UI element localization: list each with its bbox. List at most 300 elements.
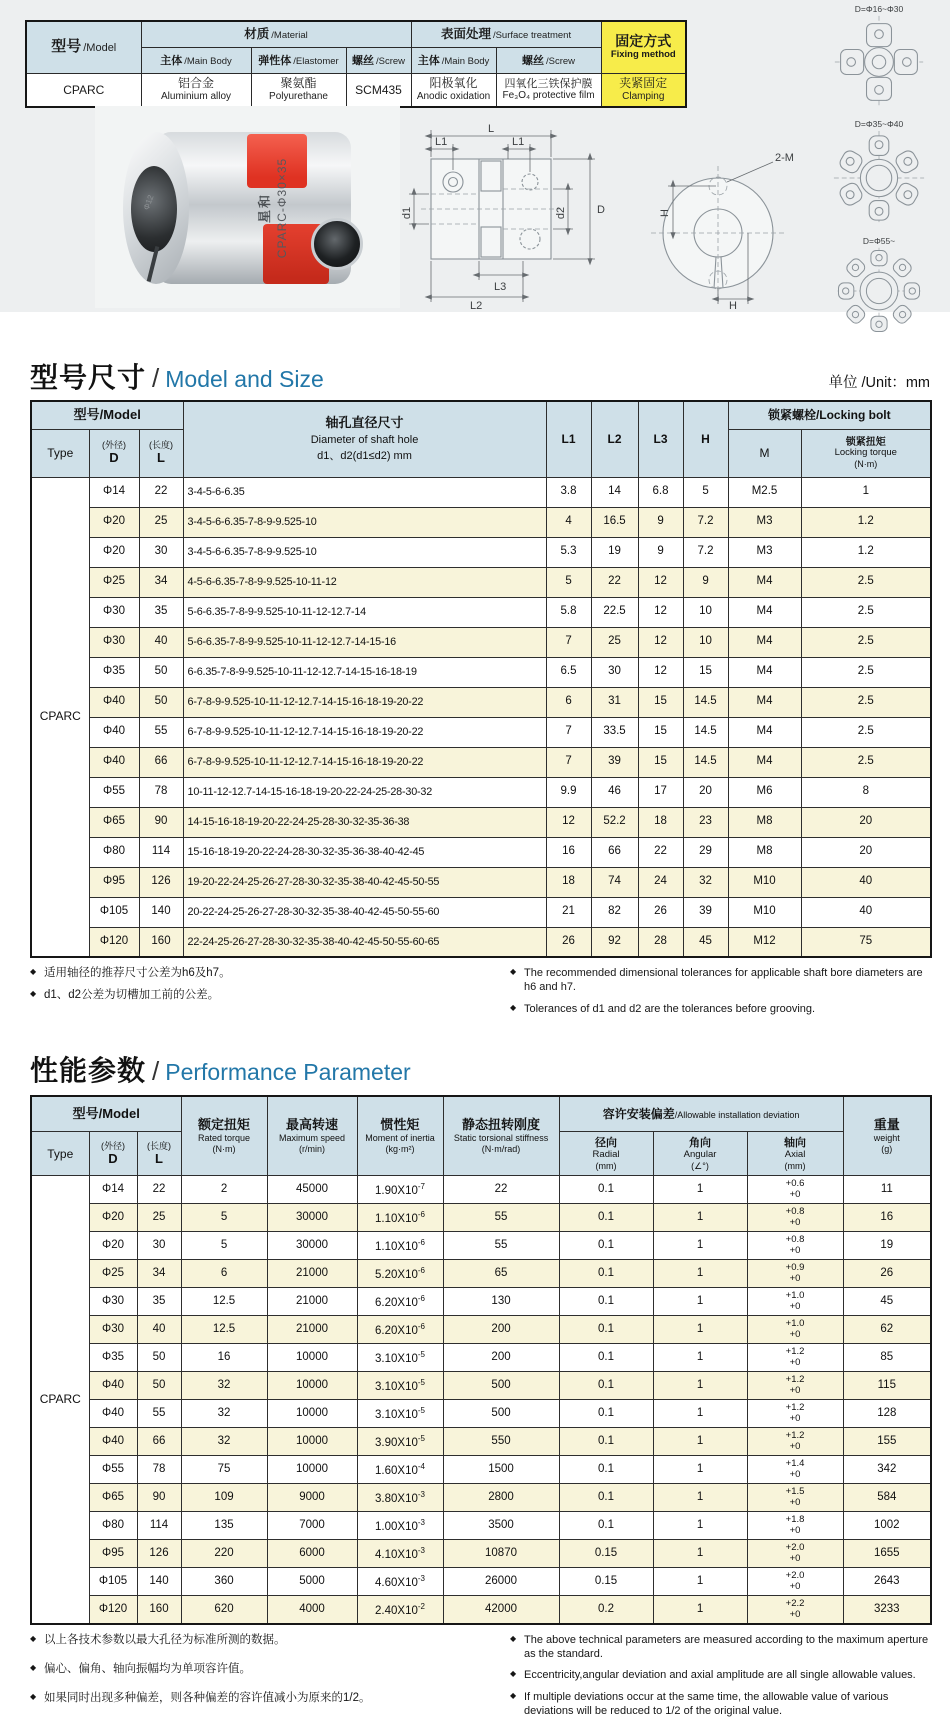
cell-angular: 1 bbox=[653, 1512, 747, 1540]
note-item: ◆ Eccentricity,angular deviation and axial amplitude are all single allowable values. bbox=[510, 1668, 930, 1682]
cell-M: M10 bbox=[728, 897, 801, 927]
cell-L3: 18 bbox=[638, 807, 683, 837]
cell-outer-diameter: Φ40 bbox=[89, 1372, 137, 1400]
spec-header-material: 材质 /Material bbox=[141, 21, 411, 47]
cell-H: 29 bbox=[683, 837, 728, 867]
jaw-label-2: D=Φ35~Φ40 bbox=[854, 119, 904, 129]
spec-screw-value: SCM435 bbox=[346, 73, 411, 107]
cell-outer-diameter: Φ95 bbox=[89, 867, 139, 897]
cell-L1: 4 bbox=[546, 507, 591, 537]
cell-angular: 1 bbox=[653, 1316, 747, 1344]
cell-shaft-holes: 6-7-8-9-9.525-10-11-12-12.7-14-15-16-18-19-20-22 bbox=[183, 687, 546, 717]
cell-length: 90 bbox=[139, 807, 183, 837]
cell-stiffness: 130 bbox=[443, 1288, 559, 1316]
cell-radial: 0.1 bbox=[559, 1400, 653, 1428]
spec-surface-screw-value: 四氧化三铁保护膜 Fe₃O₄ protective film bbox=[496, 73, 601, 107]
cell-angular: 1 bbox=[653, 1344, 747, 1372]
cell-length: 55 bbox=[137, 1400, 181, 1428]
note-item: ◆ 偏心、偏角、轴向振幅均为单项容许值。 bbox=[30, 1662, 510, 1677]
note-item: ◆ The recommended dimensional tolerances for applicable shaft bore diameters are h6 and h7. bbox=[510, 966, 930, 995]
cell-L3: 9 bbox=[638, 537, 683, 567]
cell-M: M2.5 bbox=[728, 477, 801, 507]
cell-rated-torque: 620 bbox=[181, 1596, 267, 1624]
coupling-bore bbox=[131, 166, 177, 252]
cell-stiffness: 55 bbox=[443, 1204, 559, 1232]
cell-locking-torque: 40 bbox=[801, 897, 931, 927]
cell-shaft-holes: 22-24-25-26-27-28-30-32-35-38-40-42-45-50-55-60-65 bbox=[183, 927, 546, 957]
cell-rated-torque: 135 bbox=[181, 1512, 267, 1540]
size-table-row bbox=[31, 507, 931, 537]
cell-weight: 45 bbox=[843, 1288, 931, 1316]
cell-stiffness: 42000 bbox=[443, 1596, 559, 1624]
cell-outer-diameter: Φ40 bbox=[89, 1400, 137, 1428]
cell-rated-torque: 2 bbox=[181, 1176, 267, 1204]
cell-shaft-holes: 19-20-22-24-25-26-27-28-30-32-35-38-40-42-45-50-55 bbox=[183, 867, 546, 897]
cell-L1: 6.5 bbox=[546, 657, 591, 687]
cell-outer-diameter: Φ40 bbox=[89, 1428, 137, 1456]
cell-shaft-holes: 20-22-24-25-26-27-28-30-32-35-38-40-42-45-50-55-60 bbox=[183, 897, 546, 927]
cell-stiffness: 22 bbox=[443, 1176, 559, 1204]
cell-rated-torque: 12.5 bbox=[181, 1316, 267, 1344]
cell-outer-diameter: Φ30 bbox=[89, 597, 139, 627]
cell-L2: 66 bbox=[591, 837, 638, 867]
cell-inertia: $6.20X10^{-6}$ bbox=[357, 1288, 443, 1316]
cell-L1: 7 bbox=[546, 747, 591, 777]
note-item: ◆ 如果同时出现多种偏差，则各种偏差的容许值减小为原来的1/2。 bbox=[30, 1691, 510, 1706]
cell-length: 40 bbox=[137, 1316, 181, 1344]
cell-outer-diameter: Φ40 bbox=[89, 687, 139, 717]
cell-axial: +1.8 +0 bbox=[747, 1512, 843, 1540]
cell-angular: 1 bbox=[653, 1484, 747, 1512]
perf-header-L: (长度) L bbox=[137, 1132, 181, 1176]
size-table-body bbox=[31, 477, 931, 957]
cell-locking-torque: 2.5 bbox=[801, 597, 931, 627]
cell-radial: 0.1 bbox=[559, 1456, 653, 1484]
cell-max-speed: 6000 bbox=[267, 1540, 357, 1568]
spec-table bbox=[25, 20, 687, 108]
perf-table-row bbox=[31, 1232, 931, 1260]
cell-angular: 1 bbox=[653, 1232, 747, 1260]
cell-locking-torque: 2.5 bbox=[801, 567, 931, 597]
cell-angular: 1 bbox=[653, 1596, 747, 1624]
cell-M: M8 bbox=[728, 807, 801, 837]
cell-radial: 0.1 bbox=[559, 1372, 653, 1400]
size-section-header bbox=[30, 348, 930, 396]
cell-shaft-holes: 3-4-5-6-6.35-7-8-9-9.525-10 bbox=[183, 537, 546, 567]
perf-header-weight: 重量 weight (g) bbox=[843, 1096, 931, 1176]
cell-L2: 33.5 bbox=[591, 717, 638, 747]
cell-locking-torque: 2.5 bbox=[801, 747, 931, 777]
cell-inertia: $1.10X10^{-6}$ bbox=[357, 1232, 443, 1260]
cell-L2: 31 bbox=[591, 687, 638, 717]
cell-axial: +1.0 +0 bbox=[747, 1316, 843, 1344]
perf-table-row bbox=[31, 1456, 931, 1484]
jaw-label-1: D=Φ16~Φ30 bbox=[854, 4, 904, 14]
cell-L2: 25 bbox=[591, 627, 638, 657]
content-area bbox=[0, 312, 950, 1725]
cell-outer-diameter: Φ55 bbox=[89, 777, 139, 807]
note-item: ◆ The above technical parameters are measured according to the maximum aperture as the standard. bbox=[510, 1633, 930, 1662]
cell-H: 39 bbox=[683, 897, 728, 927]
cell-outer-diameter: Φ120 bbox=[89, 1596, 137, 1624]
cell-H: 9 bbox=[683, 567, 728, 597]
perf-table-row bbox=[31, 1400, 931, 1428]
size-header-L3: L3 bbox=[638, 401, 683, 477]
cell-locking-torque: 75 bbox=[801, 927, 931, 957]
cell-locking-torque: 1.2 bbox=[801, 537, 931, 567]
size-notes-cn bbox=[30, 966, 510, 1023]
model-type-cell: CPARC bbox=[31, 477, 89, 957]
cell-M: M6 bbox=[728, 777, 801, 807]
cell-L3: 28 bbox=[638, 927, 683, 957]
cell-L3: 15 bbox=[638, 717, 683, 747]
cell-axial: +1.4 +0 bbox=[747, 1456, 843, 1484]
dim-label-d1: d1 bbox=[401, 206, 413, 220]
cell-outer-diameter: Φ65 bbox=[89, 1484, 137, 1512]
size-header-type: Type bbox=[31, 429, 89, 477]
jaw-drawing-6lobe bbox=[812, 119, 946, 232]
dim-label-L2: L2 bbox=[470, 300, 483, 310]
cell-max-speed: 10000 bbox=[267, 1456, 357, 1484]
cell-locking-torque: 1.2 bbox=[801, 507, 931, 537]
cell-inertia: $3.80X10^{-3}$ bbox=[357, 1484, 443, 1512]
cell-weight: 1655 bbox=[843, 1540, 931, 1568]
cell-L1: 5 bbox=[546, 567, 591, 597]
cell-inertia: $3.10X10^{-5}$ bbox=[357, 1344, 443, 1372]
cell-L3: 17 bbox=[638, 777, 683, 807]
cell-length: 50 bbox=[137, 1344, 181, 1372]
size-table-row bbox=[31, 927, 931, 957]
unit-label: 单位 /Unit：mm bbox=[828, 375, 930, 391]
dim-label-D: D bbox=[597, 204, 605, 216]
cell-stiffness: 500 bbox=[443, 1400, 559, 1428]
cell-L2: 52.2 bbox=[591, 807, 638, 837]
cell-L3: 15 bbox=[638, 747, 683, 777]
cell-length: 90 bbox=[137, 1484, 181, 1512]
cell-M: M4 bbox=[728, 597, 801, 627]
cell-angular: 1 bbox=[653, 1176, 747, 1204]
cell-max-speed: 30000 bbox=[267, 1204, 357, 1232]
cell-weight: 19 bbox=[843, 1232, 931, 1260]
size-title-cn: 型号尺寸 bbox=[30, 362, 147, 393]
perf-table-row bbox=[31, 1540, 931, 1568]
cell-H: 10 bbox=[683, 627, 728, 657]
perf-title-en: Performance Parameter bbox=[165, 1058, 411, 1085]
perf-section-title bbox=[30, 1049, 411, 1089]
cell-L3: 12 bbox=[638, 597, 683, 627]
cell-length: 66 bbox=[139, 747, 183, 777]
cell-stiffness: 200 bbox=[443, 1344, 559, 1372]
cell-M: M3 bbox=[728, 507, 801, 537]
cell-shaft-holes: 14-15-16-18-19-20-22-24-25-28-30-32-35-36-38 bbox=[183, 807, 546, 837]
cell-M: M3 bbox=[728, 537, 801, 567]
perf-header-D: (外径) D bbox=[89, 1132, 137, 1176]
size-table-row bbox=[31, 627, 931, 657]
cell-shaft-holes: 5-6-6.35-7-8-9-9.525-10-11-12-12.7-14 bbox=[183, 597, 546, 627]
cell-radial: 0.1 bbox=[559, 1288, 653, 1316]
cell-outer-diameter: Φ80 bbox=[89, 1512, 137, 1540]
size-header-M: M bbox=[728, 429, 801, 477]
cell-radial: 0.1 bbox=[559, 1316, 653, 1344]
perf-table-row bbox=[31, 1428, 931, 1456]
cell-radial: 0.1 bbox=[559, 1176, 653, 1204]
cell-M: M12 bbox=[728, 927, 801, 957]
perf-header-rated-torque: 额定扭矩 Rated torque (N·m) bbox=[181, 1096, 267, 1176]
cell-locking-torque: 20 bbox=[801, 807, 931, 837]
cell-angular: 1 bbox=[653, 1456, 747, 1484]
cell-outer-diameter: Φ65 bbox=[89, 807, 139, 837]
cell-H: 7.2 bbox=[683, 537, 728, 567]
cell-L1: 7 bbox=[546, 627, 591, 657]
size-header-D: (外径) D bbox=[89, 429, 139, 477]
cell-L1: 7 bbox=[546, 717, 591, 747]
cell-angular: 1 bbox=[653, 1204, 747, 1232]
perf-header-deviation: 容许安装偏差/Allowable installation deviation bbox=[559, 1096, 843, 1132]
cell-radial: 0.1 bbox=[559, 1512, 653, 1540]
size-table-row bbox=[31, 777, 931, 807]
cell-rated-torque: 109 bbox=[181, 1484, 267, 1512]
spec-header-surface-screw: 螺丝 /Screw bbox=[496, 47, 601, 73]
cell-axial: +1.2 +0 bbox=[747, 1400, 843, 1428]
cell-length: 78 bbox=[137, 1456, 181, 1484]
perf-notes bbox=[30, 1633, 930, 1725]
size-title-en: Model and Size bbox=[165, 366, 324, 392]
cell-outer-diameter: Φ20 bbox=[89, 537, 139, 567]
cell-max-speed: 45000 bbox=[267, 1176, 357, 1204]
cell-max-speed: 21000 bbox=[267, 1316, 357, 1344]
cell-length: 22 bbox=[137, 1176, 181, 1204]
cell-outer-diameter: Φ14 bbox=[89, 1176, 137, 1204]
performance-table bbox=[30, 1095, 932, 1625]
cell-radial: 0.1 bbox=[559, 1484, 653, 1512]
cell-radial: 0.1 bbox=[559, 1204, 653, 1232]
cell-shaft-holes: 6-6.35-7-8-9-9.525-10-11-12-12.7-14-15-16-18-19 bbox=[183, 657, 546, 687]
perf-header-model: 型号/Model bbox=[31, 1096, 181, 1132]
cell-H: 45 bbox=[683, 927, 728, 957]
cell-axial: +1.5 +0 bbox=[747, 1484, 843, 1512]
cell-L3: 24 bbox=[638, 867, 683, 897]
cell-locking-torque: 2.5 bbox=[801, 627, 931, 657]
cell-locking-torque: 1 bbox=[801, 477, 931, 507]
cell-outer-diameter: Φ30 bbox=[89, 1288, 137, 1316]
cell-rated-torque: 220 bbox=[181, 1540, 267, 1568]
cell-shaft-holes: 10-11-12-12.7-14-15-16-18-19-20-22-24-25-28-30-32 bbox=[183, 777, 546, 807]
cell-max-speed: 10000 bbox=[267, 1344, 357, 1372]
dim-label-L: L bbox=[488, 123, 495, 135]
cell-M: M8 bbox=[728, 837, 801, 867]
cell-shaft-holes: 6-7-8-9-9.525-10-11-12-12.7-14-15-16-18-19-20-22 bbox=[183, 747, 546, 777]
spec-surface-main-value: 阳极氧化 Anodic oxidation bbox=[411, 73, 496, 107]
cell-shaft-holes: 15-16-18-19-20-22-24-28-30-32-35-36-38-40-42-45 bbox=[183, 837, 546, 867]
cell-axial: +1.0 +0 bbox=[747, 1288, 843, 1316]
cell-L2: 46 bbox=[591, 777, 638, 807]
perf-header-inertia: 惯性矩 Moment of inertia (kg·m²) bbox=[357, 1096, 443, 1176]
cell-L1: 9.9 bbox=[546, 777, 591, 807]
cell-L3: 6.8 bbox=[638, 477, 683, 507]
cell-L2: 16.5 bbox=[591, 507, 638, 537]
cell-length: 50 bbox=[139, 657, 183, 687]
cell-angular: 1 bbox=[653, 1372, 747, 1400]
cell-outer-diameter: Φ55 bbox=[89, 1456, 137, 1484]
cell-inertia: $1.10X10^{-6}$ bbox=[357, 1204, 443, 1232]
cell-length: 25 bbox=[139, 507, 183, 537]
cell-locking-torque: 40 bbox=[801, 867, 931, 897]
cell-axial: +1.2 +0 bbox=[747, 1428, 843, 1456]
cell-H: 32 bbox=[683, 867, 728, 897]
cell-stiffness: 10870 bbox=[443, 1540, 559, 1568]
size-table bbox=[30, 400, 932, 958]
end-view-drawing bbox=[628, 138, 808, 310]
cell-axial: +2.0 +0 bbox=[747, 1540, 843, 1568]
cell-H: 5 bbox=[683, 477, 728, 507]
product-photo bbox=[95, 106, 400, 308]
cell-M: M10 bbox=[728, 867, 801, 897]
cell-M: M4 bbox=[728, 657, 801, 687]
perf-header-max-speed: 最高转速 Maximum speed (r/min) bbox=[267, 1096, 357, 1176]
cell-L1: 12 bbox=[546, 807, 591, 837]
cell-rated-torque: 32 bbox=[181, 1400, 267, 1428]
cell-angular: 1 bbox=[653, 1428, 747, 1456]
cell-L1: 26 bbox=[546, 927, 591, 957]
cell-L1: 3.8 bbox=[546, 477, 591, 507]
cell-L2: 14 bbox=[591, 477, 638, 507]
cell-outer-diameter: Φ20 bbox=[89, 1204, 137, 1232]
cell-stiffness: 3500 bbox=[443, 1512, 559, 1540]
spec-header-screw: 螺丝 /Screw bbox=[346, 47, 411, 73]
cell-length: 30 bbox=[137, 1232, 181, 1260]
cell-inertia: $4.10X10^{-3}$ bbox=[357, 1540, 443, 1568]
cell-L2: 39 bbox=[591, 747, 638, 777]
cell-outer-diameter: Φ20 bbox=[89, 1232, 137, 1260]
cell-locking-torque: 8 bbox=[801, 777, 931, 807]
size-table-row bbox=[31, 717, 931, 747]
size-header-L2: L2 bbox=[591, 401, 638, 477]
perf-title-cn: 性能参数 bbox=[30, 1054, 147, 1086]
cell-weight: 26 bbox=[843, 1260, 931, 1288]
cell-radial: 0.15 bbox=[559, 1540, 653, 1568]
cell-L1: 5.8 bbox=[546, 597, 591, 627]
size-table-row bbox=[31, 657, 931, 687]
note-item: ◆ 适用轴径的推荐尺寸公差为h6及h7。 bbox=[30, 966, 510, 981]
size-section-title bbox=[30, 356, 324, 396]
cell-rated-torque: 12.5 bbox=[181, 1288, 267, 1316]
perf-table-row bbox=[31, 1288, 931, 1316]
cell-angular: 1 bbox=[653, 1568, 747, 1596]
cell-max-speed: 10000 bbox=[267, 1400, 357, 1428]
cell-weight: 1002 bbox=[843, 1512, 931, 1540]
cell-max-speed: 10000 bbox=[267, 1372, 357, 1400]
perf-table-row bbox=[31, 1344, 931, 1372]
cell-axial: +0.9 +0 bbox=[747, 1260, 843, 1288]
cell-H: 23 bbox=[683, 807, 728, 837]
cell-weight: 128 bbox=[843, 1400, 931, 1428]
cell-angular: 1 bbox=[653, 1288, 747, 1316]
perf-table-row bbox=[31, 1372, 931, 1400]
cell-radial: 0.1 bbox=[559, 1428, 653, 1456]
cell-locking-torque: 2.5 bbox=[801, 717, 931, 747]
cell-stiffness: 1500 bbox=[443, 1456, 559, 1484]
cell-radial: 0.15 bbox=[559, 1568, 653, 1596]
size-table-row bbox=[31, 897, 931, 927]
cell-L1: 5.3 bbox=[546, 537, 591, 567]
jaw-label-3: D=Φ55~ bbox=[862, 236, 896, 246]
cell-locking-torque: 2.5 bbox=[801, 657, 931, 687]
cell-axial: +2.2 +0 bbox=[747, 1596, 843, 1624]
cell-L1: 16 bbox=[546, 837, 591, 867]
size-header-shaft-hole: 轴孔直径尺寸 Diameter of shaft hole d1、d2(d1≤d2) mm bbox=[183, 401, 546, 477]
cell-shaft-holes: 3-4-5-6-6.35-7-8-9-9.525-10 bbox=[183, 507, 546, 537]
spec-main-body-value: 铝合金 Aluminium alloy bbox=[141, 73, 251, 107]
perf-table-row bbox=[31, 1568, 931, 1596]
cell-weight: 2643 bbox=[843, 1568, 931, 1596]
spec-model-value: CPARC bbox=[26, 73, 141, 107]
cell-axial: +1.2 +0 bbox=[747, 1372, 843, 1400]
cell-L1: 6 bbox=[546, 687, 591, 717]
jaw-4lobe-svg bbox=[812, 14, 946, 110]
size-table-row bbox=[31, 687, 931, 717]
cell-radial: 0.2 bbox=[559, 1596, 653, 1624]
size-table-row bbox=[31, 567, 931, 597]
cell-weight: 16 bbox=[843, 1204, 931, 1232]
perf-table-row bbox=[31, 1260, 931, 1288]
cell-length: 35 bbox=[139, 597, 183, 627]
cell-L2: 22.5 bbox=[591, 597, 638, 627]
perf-header-radial: 径向 Radial (mm) bbox=[559, 1132, 653, 1176]
cell-length: 30 bbox=[139, 537, 183, 567]
title-separator: / bbox=[152, 1055, 160, 1086]
cell-outer-diameter: Φ120 bbox=[89, 927, 139, 957]
jaw-6lobe-svg bbox=[812, 129, 946, 227]
cell-max-speed: 7000 bbox=[267, 1512, 357, 1540]
cell-axial: +2.0 +0 bbox=[747, 1568, 843, 1596]
perf-table-row bbox=[31, 1204, 931, 1232]
note-item: ◆ d1、d2公差为切槽加工前的公差。 bbox=[30, 988, 510, 1003]
cell-outer-diameter: Φ25 bbox=[89, 1260, 137, 1288]
size-header-L: (长度) L bbox=[139, 429, 183, 477]
cell-radial: 0.1 bbox=[559, 1260, 653, 1288]
cell-outer-diameter: Φ40 bbox=[89, 747, 139, 777]
cell-angular: 1 bbox=[653, 1400, 747, 1428]
cell-length: 40 bbox=[139, 627, 183, 657]
cell-shaft-holes: 5-6-6.35-7-8-9-9.525-10-11-12-12.7-14-15-16 bbox=[183, 627, 546, 657]
perf-header-stiffness: 静态扭转刚度 Static torsional stiffness (N·m/rad) bbox=[443, 1096, 559, 1176]
cell-L2: 74 bbox=[591, 867, 638, 897]
cell-axial: +0.8 +0 bbox=[747, 1232, 843, 1260]
cell-radial: 0.1 bbox=[559, 1344, 653, 1372]
bore-label: Φ12 bbox=[141, 193, 156, 212]
cell-M: M4 bbox=[728, 747, 801, 777]
cell-stiffness: 500 bbox=[443, 1372, 559, 1400]
dim-label-H-horizontal: H bbox=[729, 300, 737, 310]
cell-L3: 15 bbox=[638, 687, 683, 717]
cell-inertia: $2.40X10^{-2}$ bbox=[357, 1596, 443, 1624]
cell-axial: +0.8 +0 bbox=[747, 1204, 843, 1232]
cell-length: 160 bbox=[137, 1596, 181, 1624]
callout-2M: 2-M bbox=[775, 152, 794, 164]
jaw-drawings-column bbox=[812, 4, 946, 310]
cell-L3: 26 bbox=[638, 897, 683, 927]
perf-notes-cn bbox=[30, 1633, 510, 1725]
perf-notes-en bbox=[510, 1633, 930, 1725]
spec-fixing-value: 夹紧固定 Clamping bbox=[601, 73, 686, 107]
cell-length: 78 bbox=[139, 777, 183, 807]
cell-length: 114 bbox=[139, 837, 183, 867]
cell-H: 10 bbox=[683, 597, 728, 627]
cell-L1: 21 bbox=[546, 897, 591, 927]
cell-axial: +1.2 +0 bbox=[747, 1344, 843, 1372]
size-header-locking-bolt: 锁紧螺栓/Locking bolt bbox=[728, 401, 931, 429]
cell-rated-torque: 6 bbox=[181, 1260, 267, 1288]
